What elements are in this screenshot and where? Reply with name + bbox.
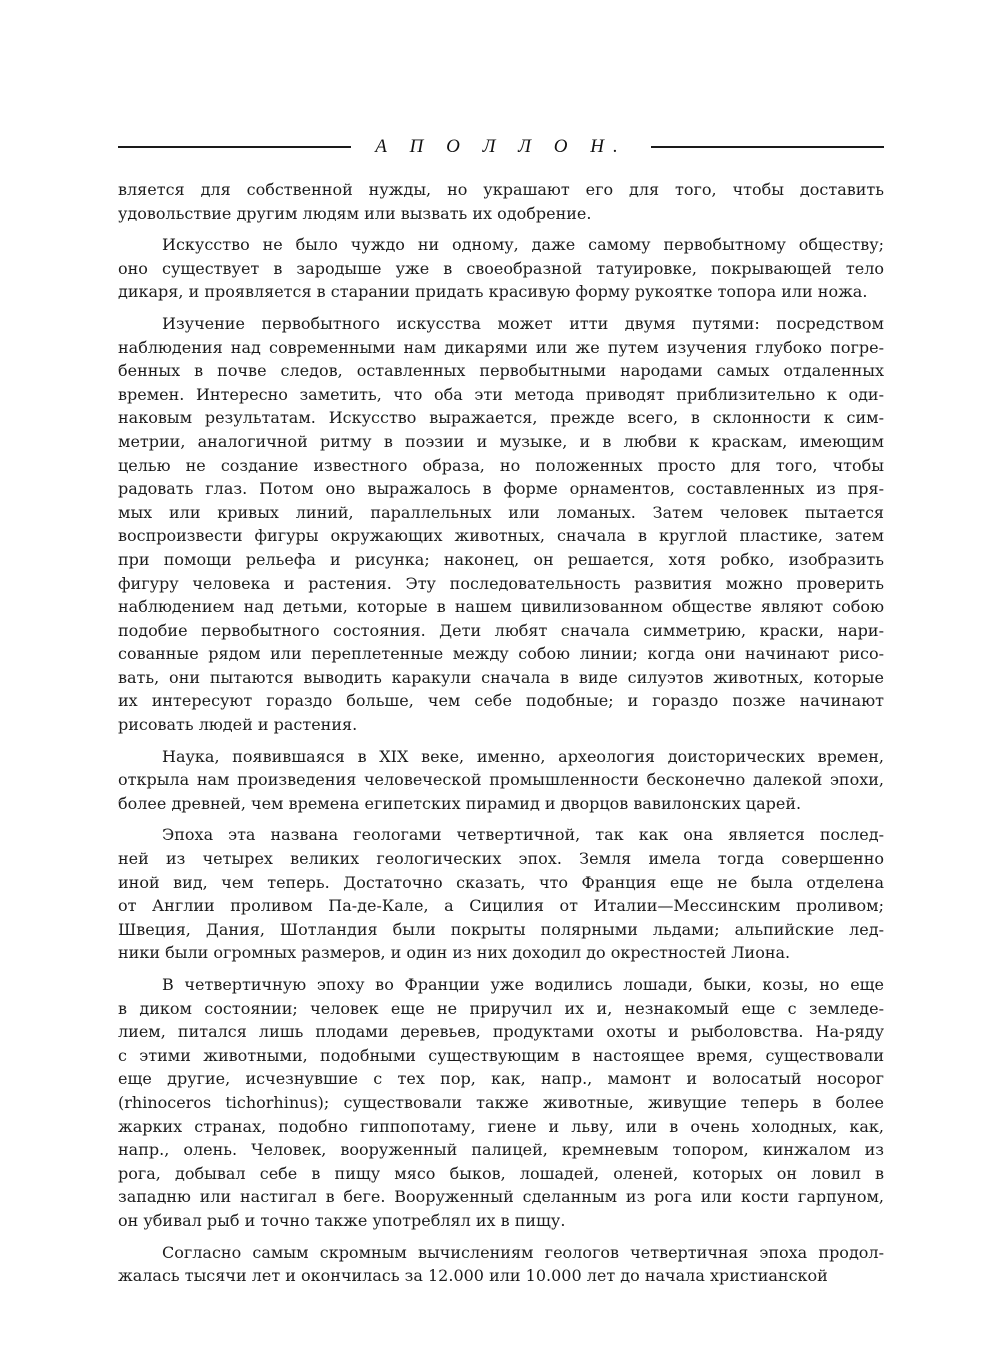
text-line: иной вид, чем теперь. Достаточно сказать, что Франция еще не была отделена [118,872,884,892]
text-line: Изучение первобытного искусства может итти двумя путями: посредством [162,313,884,333]
text-line: напр., олень. Человек, вооруженный палицей, кремневым топором, кинжалом из [118,1140,884,1160]
header-rule-left [118,146,351,148]
text-line: Искусство не было чуждо ни одному, даже самому первобытному обществу; [162,235,884,255]
text-line: В четвертичную эпоху во Франции уже водились лошади, быки, козы, но еще [162,975,884,994]
paragraph [118,178,884,225]
text-line: времен. Интересно заметить, что оба эти метода приводят приблизительно к оди- [118,384,884,404]
text-line: Наука, появившаяся в XIX веке, именно, археология доисторических времен, [162,746,884,766]
journal-title: А П О Л Л О Н. [375,136,627,157]
text-line: их интересуют гораздо больше, чем себе подобные; и гораздо позже начинают [118,691,884,711]
header-rule-right [651,146,884,148]
text-line: с этими животными, подобными существующим в настоящее время, существовали [118,1045,884,1065]
paragraph [118,745,884,816]
text-line: более древней, чем времена египетских пирамид и дворцов вавилонских царей. [118,793,802,813]
text-line: сованные рядом или переплетенные между собою линии; когда они начинают рисо- [118,644,884,664]
text-line: при помощи рельефа и рисунка; наконец, он решается, хотя робко, изобразить [118,549,884,569]
paragraph [118,233,884,304]
text-line: рисовать людей и растения. [118,715,358,735]
text-line: оно существует в зародыше уже в своеобразной татуировке, покрывающей тело [118,258,884,278]
text-line: ники были огромных размеров, и один из них доходил до окрестностей Лиона. [118,943,791,963]
text-line: радовать глаз. Потом оно выражалось в форме орнаментов, составленных из пря- [118,479,884,499]
text-line: Эпоха эта названа геологами четвертичной, так как она является послед- [162,825,884,845]
text-line: лием, питался лишь плодами деревьев, продуктами охоты и рыболовства. На-ряду [118,1022,884,1042]
text-line: западню или настигал в беге. Вооруженный сделанным из рога или кости гарпуном, [118,1187,884,1207]
text-line: Швеция, Дания, Шотландия были покрыты полярными льдами; альпийские лед- [118,919,884,939]
text-line: открыла нам произведения человеческой промышленности бесконечно далекой эпохи, [118,770,884,790]
text-line: жалась тысячи лет и окончилась за 12.000 или 10.000 лет до начала христианской [118,1266,828,1286]
text-line: вать, они пытаются выводить каракули сначала в виде силуэтов животных, которые [118,667,884,687]
text-line: жарких странах, подобно гиппопотаму, гиене и льву, или в очень холодных, как, [118,1116,884,1136]
text-line: (rhinoceros tichorhinus); существовали также животные, живущие теперь в более [118,1092,884,1112]
text-line: ней из четырех великих геологических эпох. Земля имела тогда совершенно [118,849,884,869]
text-line: Согласно самым скромным вычислениям геологов четвертичная эпоха продол- [162,1242,884,1262]
text-line: наблюдения над современными нам дикарями или же путем изучения глубоко погре- [118,337,884,357]
text-line: еще другие, исчезнувшие с тех пор, как, напр., мамонт и волосатый носорог [118,1069,884,1089]
text-line: подобие первобытного состояния. Дети любят сначала симметрию, краски, нари- [118,620,884,640]
paragraph [118,1241,884,1288]
text-line: он убивал рыб и точно также употреблял их в пищу. [118,1210,566,1230]
text-line: целью не создание известного образа, но положенных просто для того, чтобы [118,455,884,475]
text-line: воспроизвести фигуры окружающих животных, сначала в круглой пластике, затем [118,526,884,546]
text-line: метрии, аналогичной ритму в поэзии и музыке, и в любви к краскам, имеющим [118,431,884,451]
paragraph [118,973,884,1233]
text-line: дикаря, и проявляется в старании придать красивую форму рукоятке топора или ножа. [118,282,868,302]
text-line: удовольствие другим людям или вызвать их одобрение. [118,203,592,223]
article-body [118,178,884,1296]
text-line: в диком состоянии; человек еще не приручил их и, незнакомый еще с земледе- [118,998,884,1018]
text-line: бенных в почве следов, оставленных первобытными народами самых отдаленных [118,361,884,381]
text-line: вляется для собственной нужды, но украшают его для того, чтобы доставить [118,180,884,199]
paragraph [118,823,884,965]
text-line: рога, добывал себе в пищу мясо быков, лошадей, оленей, которых он ловил в [118,1163,884,1183]
text-line: мых или кривых линий, параллельных или ломаных. Затем человек пытается [118,502,884,522]
running-header [118,132,884,162]
text-line: от Англии проливом Па-де-Кале, а Сицилия от Италии—Мессинским проливом; [118,896,884,916]
text-line: наковым результатам. Искусство выражается, прежде всего, в склонности к сим- [118,408,884,428]
text-line: наблюдением над детьми, которые в нашем цивилизованном обществе являют собою [118,597,884,617]
paragraph [118,312,884,737]
text-line: фигуру человека и растения. Эту последовательность развития можно проверить [118,573,884,593]
